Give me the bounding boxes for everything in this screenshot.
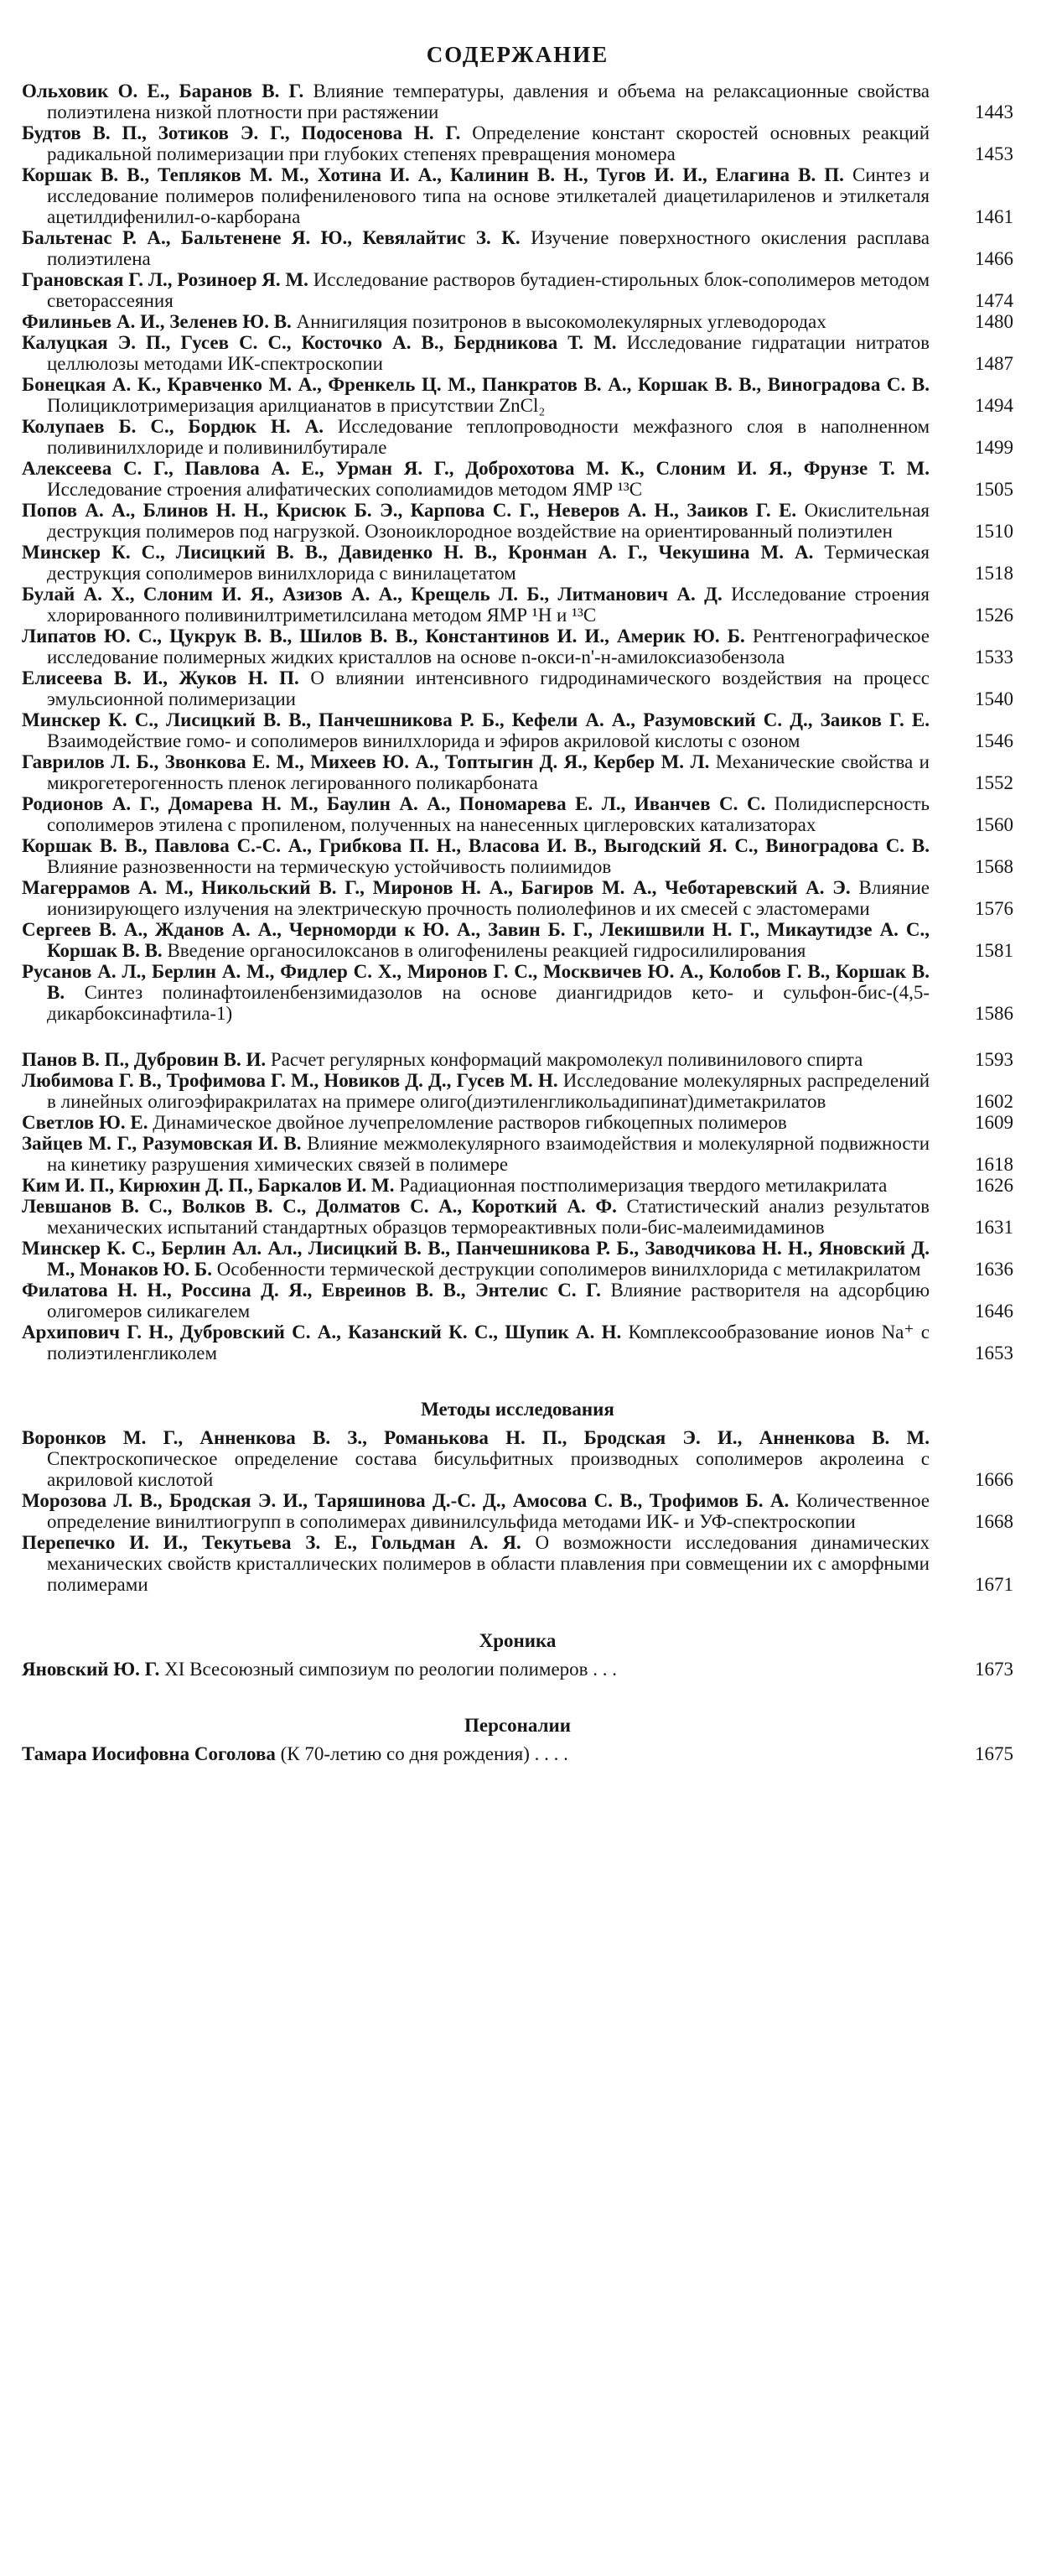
toc-entry-text (22, 122, 930, 164)
toc-entry-title: Влияние температуры, давления и объема на релаксационные свойства полиэтилена низкой плотности при растяжении (47, 80, 930, 122)
toc-entry (22, 1322, 1013, 1363)
toc-entry-title: Окислительная деструкция полимеров под нагрузкой. Озоноиклородное воздействие на ориентированный полиэтилен (47, 500, 930, 542)
toc-entry-title: Синтез и исследование полимеров полифениленового типа на основе этилкеталей диацетилариленов и этилкеталя ацетилдифенилил-о-карборана (47, 164, 930, 227)
toc-entry-title: Динамическое двойное лучепреломление растворов гибкоцепных полимеров (153, 1112, 787, 1133)
toc-entry-text (22, 1427, 930, 1490)
toc-entry-title: О влиянии интенсивного гидродинамического воздействия на процесс эмульсионной полимеризации (47, 667, 930, 709)
toc-entry-authors: Любимова Г. В., Трофимова Г. М., Новиков Д. Д., Гусев М. Н. (22, 1070, 558, 1091)
toc-entry-page-number: 1646 (975, 1301, 1013, 1322)
toc-entry-page-number: 1540 (975, 688, 1013, 709)
toc-entry-page-number: 1673 (975, 1659, 1013, 1680)
toc-entry-title: Рентгенографическое исследование полимерных жидких кристаллов на основе n-окси-n'-н-амилоксиазобензола (47, 626, 930, 667)
toc-entry-text (22, 751, 930, 793)
toc-entry-text (22, 1049, 930, 1070)
toc-entry (22, 227, 1013, 269)
toc-entry (22, 500, 1013, 542)
toc-entry-title: Спектроскопическое определение состава бисульфитных производных сополимеров акролеина с акриловой кислотой (47, 1448, 930, 1490)
toc-entry-title: (К 70-летию со дня рождения) . . . . (280, 1743, 568, 1764)
toc-entry (22, 1532, 1013, 1595)
short-communications-list (22, 1049, 1013, 1363)
toc-entry (22, 667, 1013, 709)
toc-entry-title: Особенности термической деструкции сополимеров винилхлорида с метилакрилатом (216, 1259, 921, 1280)
toc-entry-text (22, 835, 930, 877)
toc-entry-page-number: 1499 (975, 437, 1013, 458)
chronicle-list (22, 1659, 1013, 1680)
toc-entry (22, 877, 1013, 919)
toc-entry (22, 1196, 1013, 1238)
toc-entry-authors: Грановская Г. Л., Розиноер Я. М. (22, 269, 308, 290)
toc-entry-page-number: 1533 (975, 647, 1013, 667)
toc-entry-authors: Магеррамов А. М., Никольский В. Г., Миронов Н. А., Багиров М. А., Чеботаревский А. Э. (22, 877, 851, 898)
toc-entry-page-number: 1626 (975, 1175, 1013, 1196)
toc-entry-authors: Булай А. Х., Слоним И. Я., Азизов А. А., Крещель Л. Б., Литманович А. Д. (22, 584, 723, 605)
toc-entry-title: Изучение поверхностного окисления расплава полиэтилена (47, 227, 930, 269)
toc-entry-page-number: 1586 (975, 1003, 1013, 1024)
toc-entry-text (22, 961, 930, 1024)
toc-entry-title: Введение органосилоксанов в олигофенилены реакцией гидросилилирования (167, 940, 806, 961)
toc-entry-page-number: 1576 (975, 898, 1013, 919)
toc-entry-authors: Липатов Ю. С., Цукрук В. В., Шилов В. В., Константинов И. И., Америк Ю. Б. (22, 626, 745, 647)
toc-entry (22, 1280, 1013, 1322)
toc-entry-text (22, 1238, 930, 1280)
toc-entry-text (22, 542, 930, 584)
toc-entry-page-number: 1480 (975, 311, 1013, 332)
toc-entry (22, 793, 1013, 835)
toc-entry-page-number: 1675 (975, 1743, 1013, 1764)
toc-entry-page-number: 1526 (975, 605, 1013, 626)
toc-entry-page-number: 1552 (975, 772, 1013, 793)
toc-entry-title: Радиационная постполимеризация твердого метилакрилата (399, 1175, 888, 1196)
toc-entry-text (22, 374, 930, 416)
toc-entry (22, 919, 1013, 961)
toc-entry-authors: Минскер К. С., Лисицкий В. В., Панчешникова Р. Б., Кефели А. А., Разумовский С. Д., Заиков Г. Е. (22, 709, 930, 730)
toc-entry-authors: Русанов А. Л., Берлин А. М., Фидлер С. Х., Миронов Г. С., Москвичев Ю. А., Колобов Г. В., Коршак В. В. (22, 961, 930, 1003)
toc-entry-text (22, 1133, 930, 1175)
toc-entry (22, 164, 1013, 227)
toc-entry-title: Полидисперсность сополимеров этилена с пропиленом, полученных на нанесенных циглеровских катализаторах (47, 793, 930, 835)
toc-entry-title: Исследование гидратации нитратов целлюлозы методами ИК-спектроскопии (47, 332, 930, 374)
toc-entry-title: Комплексообразование ионов Na⁺ с полиэтиленгликолем (47, 1322, 930, 1363)
toc-entry-page-number: 1443 (975, 101, 1013, 122)
toc-entry-authors: Панов В. П., Дубровин В. И. (22, 1049, 267, 1070)
toc-entry-text (22, 458, 930, 500)
toc-entry-authors: Филиньев А. И., Зеленев Ю. В. (22, 311, 292, 332)
toc-entry-title: Исследование молекулярных распределений в линейных олигоэфиракрилатах на примере олиго(диэтиленгликольадипинат)диметакрилатов (47, 1070, 930, 1112)
toc-entry-text (22, 416, 930, 458)
toc-entry-text (22, 1112, 930, 1133)
toc-entry-text (22, 1322, 930, 1363)
toc-entry (22, 584, 1013, 626)
toc-entry-title: Влияние ионизирующего излучения на электрическую прочность полиолефинов и их смесей с эластомерами (47, 877, 930, 919)
toc-entry (22, 835, 1013, 877)
toc-entry-title: Определение констант скоростей основных реакций радикальной полимеризации при глубоких степенях превращения мономера (47, 122, 930, 164)
toc-entry-authors: Колупаев Б. С., Бордюк Н. А. (22, 416, 324, 437)
toc-entry (22, 458, 1013, 500)
toc-entry (22, 1427, 1013, 1490)
toc-entry-page-number: 1518 (975, 563, 1013, 584)
toc-entry (22, 709, 1013, 751)
toc-entry-text (22, 1490, 930, 1532)
toc-entry-page-number: 1618 (975, 1154, 1013, 1175)
toc-entry (22, 1175, 1013, 1196)
toc-entry (22, 1133, 1013, 1175)
toc-entry-title: Влияние растворителя на адсорбцию олигомеров силикагелем (47, 1280, 930, 1322)
toc-entry (22, 80, 1013, 122)
toc-entry-title: Влияние межмолекулярного взаимодействия и молекулярной подвижности на кинетику разрушения химических связей в полимере (47, 1133, 930, 1175)
toc-entry (22, 751, 1013, 793)
main-articles-list (22, 80, 1013, 1024)
toc-entry-authors: Бальтенас Р. А., Бальтенене Я. Ю., Кевялайтис З. К. (22, 227, 521, 248)
toc-entry-title: Исследование строения алифатических сополиамидов методом ЯМР ¹³С (47, 479, 643, 500)
toc-entry-page-number: 1474 (975, 290, 1013, 311)
toc-entry (22, 332, 1013, 374)
toc-entry-authors: Ольховик О. Е., Баранов В. Г. (22, 80, 304, 101)
toc-entry-authors: Минскер К. С., Лисицкий В. В., Давиденко Н. В., Кронман А. Г., Чекушина М. А. (22, 542, 814, 563)
methods-list (22, 1427, 1013, 1595)
toc-entry-page-number: 1453 (975, 143, 1013, 164)
toc-entry-page-number: 1609 (975, 1112, 1013, 1133)
personalia-heading: Персоналии (464, 1715, 571, 1736)
toc-entry (22, 269, 1013, 311)
toc-entry-authors: Сергеев В. А., Жданов А. А., Черноморди к Ю. А., Завин Б. Г., Лекишвили Н. Г., Микаутидзе А. С., Коршак В. В. (22, 919, 930, 961)
toc-entry-page-number: 1581 (975, 940, 1013, 961)
toc-entry-title: Влияние разнозвенности на термическую устойчивость полиимидов (47, 856, 612, 877)
toc-entry (22, 311, 1013, 332)
toc-entry-text (22, 500, 930, 542)
toc-entry-title: Термическая деструкция сополимеров винилхлорида с винилацетатом (47, 542, 930, 584)
toc-entry-text (22, 80, 930, 122)
toc-entry-title: Полициклотримеризация арилцианатов в присутствии ZnCl₂ (47, 395, 546, 416)
toc-entry-authors: Светлов Ю. Е. (22, 1112, 148, 1133)
personalia-list (22, 1743, 1013, 1764)
toc-entry-text (22, 667, 930, 709)
toc-entry-text (22, 332, 930, 374)
toc-entry-authors: Калуцкая Э. П., Гусев С. С., Косточко А. В., Бердникова Т. М. (22, 332, 617, 353)
toc-entry-page-number: 1560 (975, 814, 1013, 835)
toc-entry (22, 542, 1013, 584)
toc-entry-title: О возможности исследования динамических механических свойств кристаллических полимеров в области плавления при совмещении их с аморфными полимерами (47, 1532, 930, 1595)
toc-entry-text (22, 626, 930, 667)
toc-entry-text (22, 919, 930, 961)
toc-entry-title: Статистический анализ результатов механических испытаний стандартных образцов термореактивных поли-бис-малеимидаминов (47, 1196, 930, 1238)
toc-entry-page-number: 1487 (975, 353, 1013, 374)
toc-entry-authors: Родионов А. Г., Домарева Н. М., Баулин А. А., Пономарева Е. Л., Иванчев С. С. (22, 793, 766, 814)
toc-entry-title: Исследование строения хлорированного поливинилтриметилсилана методом ЯМР ¹Н и ¹³С (47, 584, 930, 626)
toc-entry-text (22, 1280, 930, 1322)
toc-entry-page-number: 1510 (975, 521, 1013, 542)
toc-entry-text (22, 584, 930, 626)
toc-entry-page-number: 1593 (975, 1049, 1013, 1070)
toc-entry-authors: Минскер К. С., Берлин Ал. Ал., Лисицкий В. В., Панчешникова Р. Б., Заводчикова Н. Н., Яновский Д. М., Монаков Ю. Б. (22, 1238, 930, 1280)
toc-entry-authors: Алексеева С. Г., Павлова А. Е., Урман Я. Г., Доброхотова М. К., Слоним И. Я., Фрунзе Т. М. (22, 458, 930, 479)
toc-entry-authors: Архипович Г. Н., Дубровский С. А., Казанский К. С., Шупик А. Н. (22, 1322, 622, 1343)
toc-entry-page-number: 1494 (975, 395, 1013, 416)
toc-entry (22, 122, 1013, 164)
toc-entry-title: Механические свойства и микрогетерогенность пленок легированного поликарбоната (47, 751, 930, 793)
toc-entry-authors: Филатова Н. Н., Россина Д. Я., Евреинов В. В., Энтелис С. Г. (22, 1280, 601, 1301)
chronicle-heading: Хроника (479, 1630, 557, 1651)
toc-entry-authors: Морозова Л. В., Бродская Э. И., Таряшинова Д.-С. Д., Амосова С. В., Трофимов Б. А. (22, 1490, 790, 1511)
toc-entry-text (22, 311, 930, 332)
toc-entry-page-number: 1653 (975, 1343, 1013, 1363)
toc-entry-page-number: 1631 (975, 1217, 1013, 1238)
toc-entry-title: Исследование растворов бутадиен-стирольных блок-сополимеров методом светорассеяния (47, 269, 930, 311)
toc-entry-authors: Ким И. П., Кирюхин Д. П., Баркалов И. М. (22, 1175, 395, 1196)
toc-entry-authors: Перепечко И. И., Текутьева З. Е., Гольдман А. Я. (22, 1532, 521, 1553)
toc-entry-title: Расчет регулярных конформаций макромолекул поливинилового спирта (270, 1049, 863, 1070)
toc-entry (22, 1743, 1013, 1764)
toc-entry (22, 416, 1013, 458)
toc-entry-text (22, 1070, 930, 1112)
toc-entry-title: Количественное определение винилтиогрупп в сополимерах дивинилсульфида методами ИК- и УФ-спектроскопии (47, 1490, 930, 1532)
toc-entry-text (22, 709, 930, 751)
toc-entry-title: Синтез полинафтоиленбензимидазолов на основе диангидридов кето- и сульфон-бис-(4,5-дикарбоксинафтила-1) (47, 982, 930, 1024)
toc-entry-page-number: 1466 (975, 248, 1013, 269)
toc-entry-text (22, 1743, 930, 1764)
toc-entry-page-number: 1668 (975, 1511, 1013, 1532)
toc-entry-text (22, 269, 930, 311)
toc-entry-page-number: 1505 (975, 479, 1013, 500)
toc-entry-title: XI Всесоюзный симпозиум по реологии полимеров . . . (164, 1659, 618, 1680)
toc-entry (22, 374, 1013, 416)
toc-entry-title: Аннигиляция позитронов в высокомолекулярных углеводородах (296, 311, 826, 332)
toc-entry-authors: Будтов В. П., Зотиков Э. Г., Подосенова Н. Г. (22, 122, 461, 143)
toc-entry-page-number: 1546 (975, 730, 1013, 751)
toc-entry-authors: Воронков М. Г., Анненкова В. З., Романькова Н. П., Бродская Э. И., Анненкова В. М. (22, 1427, 930, 1448)
toc-entry (22, 1238, 1013, 1280)
toc-entry-authors: Левшанов В. С., Волков В. С., Долматов С. А., Короткий А. Ф. (22, 1196, 617, 1217)
toc-entry-text (22, 227, 930, 269)
toc-entry-authors: Попов А. А., Блинов Н. Н., Крисюк Б. Э., Карпова С. Г., Неверов А. Н., Заиков Г. Е. (22, 500, 797, 521)
toc-entry-text (22, 877, 930, 919)
toc-entry-authors: Тамара Иосифовна Соголова (22, 1743, 276, 1764)
toc-entry (22, 1049, 1013, 1070)
toc-entry-title: Исследование теплопроводности межфазного слоя в наполненном поливинилхлориде и поливинилбутирале (47, 416, 930, 458)
toc-entry-authors: Зайцев М. Г., Разумовская И. В. (22, 1133, 302, 1154)
contents-title: СОДЕРЖАНИЕ (426, 42, 609, 67)
toc-entry-authors: Бонецкая А. К., Кравченко М. А., Френкель Ц. М., Панкратов В. А., Коршак В. В., Виноградова С. В. (22, 374, 930, 395)
toc-entry-authors: Коршак В. В., Павлова С.-С. А., Грибкова П. Н., Власова И. В., Выгодский Я. С., Виноградова С. В. (22, 835, 930, 856)
toc-entry-authors: Яновский Ю. Г. (22, 1659, 160, 1680)
toc-entry-text (22, 164, 930, 227)
toc-entry-text (22, 1532, 930, 1595)
toc-entry-title: Взаимодействие гомо- и сополимеров винилхлорида и эфиров акриловой кислоты с озоном (47, 730, 800, 751)
toc-entry-authors: Гаврилов Л. Б., Звонкова Е. М., Михеев Ю. А., Топтыгин Д. Я., Кербер М. Л. (22, 751, 710, 772)
toc-entry-authors: Коршак В. В., Тепляков М. М., Хотина И. А., Калинин В. Н., Тугов И. И., Елагина В. П. (22, 164, 844, 185)
toc-entry-page-number: 1602 (975, 1091, 1013, 1112)
toc-entry-page-number: 1636 (975, 1259, 1013, 1280)
toc-entry-text (22, 1175, 930, 1196)
toc-entry (22, 1112, 1013, 1133)
toc-entry (22, 1070, 1013, 1112)
toc-entry-page-number: 1568 (975, 856, 1013, 877)
toc-entry-page-number: 1666 (975, 1469, 1013, 1490)
toc-entry (22, 961, 1013, 1024)
toc-entry-page-number: 1671 (975, 1574, 1013, 1595)
toc-entry-page-number: 1461 (975, 206, 1013, 227)
toc-entry (22, 1490, 1013, 1532)
toc-entry-authors: Елисеева В. И., Жуков Н. П. (22, 667, 299, 688)
toc-entry-text (22, 793, 930, 835)
toc-entry-text (22, 1659, 930, 1680)
toc-entry (22, 626, 1013, 667)
toc-entry (22, 1659, 1013, 1680)
toc-entry-text (22, 1196, 930, 1238)
methods-heading: Методы исследования (421, 1399, 614, 1420)
